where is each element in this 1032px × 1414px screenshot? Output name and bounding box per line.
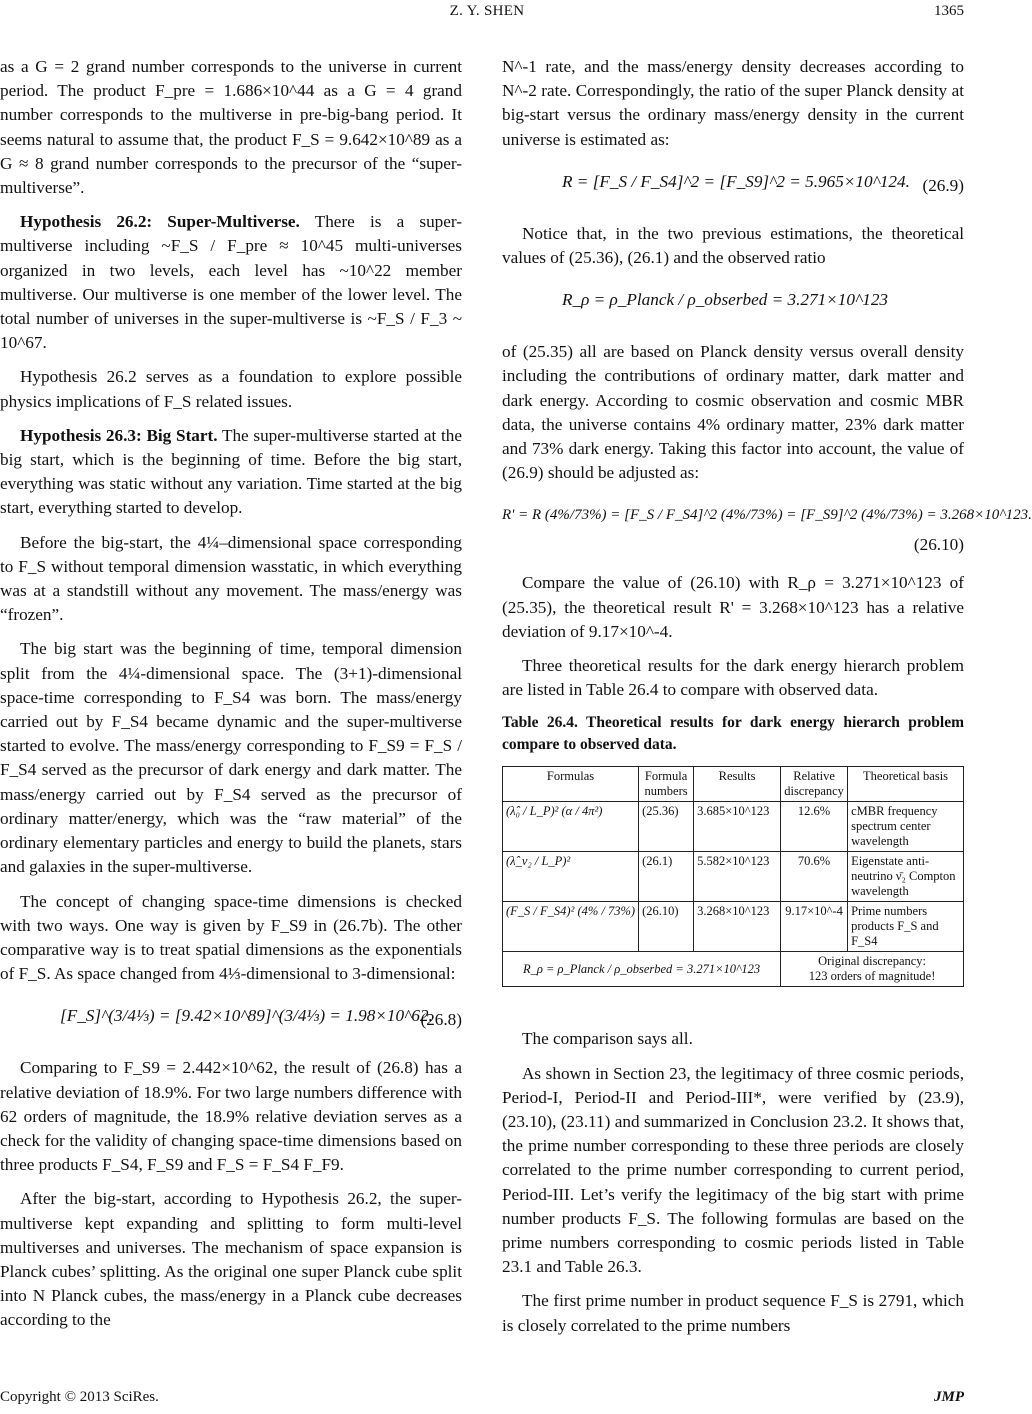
table-cell-number: (26.10)	[639, 902, 694, 952]
table-header-cell: Relative discrepancy	[781, 767, 848, 802]
table-cell-basis: cMBR frequency spectrum center wavelength	[848, 802, 964, 852]
equation-26-9	[502, 162, 964, 210]
equation-26-9-body: R = [F_S / F_S4]^2 = [F_S9]^2 = 5.965×10^124.	[562, 171, 910, 191]
left-column	[0, 55, 462, 1343]
equation-r-rho	[502, 280, 964, 328]
table-cell-formula: (F_S / F_S4)² (4% / 73%)	[503, 902, 639, 952]
equation-26-8-number: (26.8)	[420, 1010, 462, 1030]
table-footer-row	[503, 952, 964, 987]
table-row	[503, 852, 964, 902]
table-cell-discrepancy: 9.17×10^-4	[781, 902, 848, 952]
paragraph-section-23: As shown in Section 23, the legitimacy of three cosmic periods, Period-I, Period-II and Period-III*, were verified by (23.9), (23.10), (23.11) and summarized in Conclusion 23.2. It shows that, the prime number corresponding to these three periods are closely correlated to the prime number corresponding to current period, Period-III. Let’s verify the legitimacy of the big start with prime number products F_S. The following formulas are based on the prime numbers corresponding to cosmic periods listed in Table 23.1 and Table 26.3.	[502, 1063, 964, 1277]
equation-26-8	[0, 996, 462, 1044]
running-header-author: Z. Y. SHEN	[449, 3, 525, 19]
table-cell-discrepancy: 12.6%	[781, 802, 848, 852]
hypothesis-26-2-label: Hypothesis 26.2: Super-Multiverse.	[20, 212, 300, 232]
copyright-footer: Copyright © 2013 SciRes.	[0, 1389, 159, 1405]
table-footer-note-line-1: Original discrepancy:	[818, 954, 927, 969]
paragraph-foundation: Hypothesis 26.2 serves as a foundation to explore possible physics implications of F_S related issues.	[0, 367, 462, 411]
table-row	[503, 902, 964, 952]
table-cell-number: (26.1)	[639, 852, 694, 902]
table-header-row	[503, 767, 964, 802]
paragraph-comparing: Comparing to F_S9 = 2.442×10^62, the result of (26.8) has a relative deviation of 18.9%. For two large numbers difference with 62 orders of magnitude, the 18.9% relative deviation serves as a check for the validity of changing space-time dimensions based on three products F_S4, F_S9 and F_S = F_S4 F_F9.	[0, 1058, 462, 1175]
results-table	[502, 766, 964, 987]
table-row	[503, 802, 964, 852]
paragraph-grand-numbers: as a G = 2 grand number corresponds to the universe in current period. The product F_pre = 1.686×10^44 as a G = 4 grand number corresponds to the multiverse in pre-big-bang period. It seems natural to assume that, the product F_S = 9.642×10^89 as a G ≈ 8 grand number corresponds to the precursor of the “super-multiverse”.	[0, 57, 462, 198]
hypothesis-26-3-label: Hypothesis 26.3: Big Start.	[20, 425, 218, 445]
table-header-cell: Formulas	[503, 767, 639, 802]
equation-26-9-number: (26.9)	[922, 175, 964, 195]
paragraph-first-prime: The first prime number in product sequence F_S is 2791, which is closely correlated to the prime numbers	[502, 1291, 964, 1335]
hypothesis-26-2-text: There is a super-multiverse including ~F_S / F_pre ≈ 10^45 multi-universes organized in two levels, each level has ~10^22 member multiverse. Our multiverse is one member of the lower level. The total number of universes in the super-multiverse is ~F_S / F_3 ~ 10^67.	[0, 212, 462, 353]
paragraph-big-start: The big start was the beginning of time, temporal dimension split from the 4¼-dimensional space. The (3+1)-dimensional space-time corresponding to F_S4 was born. The mass/energy carried out by F_S4 became dynamic and the super-multiverse started to evolve. The mass/energy corresponding to F_S9 = F_S / F_S4 served as the precursor of dark energy and dark matter. The mass/energy carried out by F_S4 served as the precursor of ordinary matter/energy, which was the “raw material” of the ordinary elementary particles and energy to build the planets, stars and galaxies in the super-multiverse.	[0, 639, 462, 877]
paragraph-comparison-says: The comparison says all.	[522, 1029, 693, 1049]
right-column	[502, 55, 1032, 1348]
table-cell-basis: Prime numbers products F_S and F_S4	[848, 902, 964, 952]
paragraph-rate: N^-1 rate, and the mass/energy density decreases according to N^-2 rate. Correspondingly, the ratio of the super Planck density at big-start versus the ordinary mass/energy density in the current universe is estimated as:	[502, 57, 964, 149]
equation-26-10	[502, 495, 1032, 559]
journal-name: JMP	[934, 1389, 964, 1405]
hypothesis-26-2	[0, 210, 462, 355]
table-cell-formula: (λ̂_ν₂ / L_P)²	[503, 852, 639, 902]
table-cell-number: (25.36)	[639, 802, 694, 852]
table-cell-result: 3.685×10^123	[694, 802, 781, 852]
table-header-cell: Theoretical basis	[848, 767, 964, 802]
hypothesis-26-3-text: The super-multiverse started at the big start, which is the beginning of time. Before the big start, everything was static without any variation. Time started at the big start, everything started to develop.	[0, 425, 462, 518]
table-cell-discrepancy: 70.6%	[781, 852, 848, 902]
table-cell-result: 5.582×10^123	[694, 852, 781, 902]
paragraph-notice: Notice that, in the two previous estimations, the theoretical values of (25.36), (26.1) and the observed ratio	[502, 223, 964, 268]
table-footer-note	[781, 952, 964, 987]
hypothesis-26-3	[0, 424, 462, 521]
table-cell-result: 3.268×10^123	[694, 902, 781, 952]
paragraph-of-25-35: of (25.35) all are based on Planck density versus overall density including the contributions of ordinary matter, dark matter and dark energy. According to cosmic observation and cosmic MBR data, the universe contains 4% ordinary matter, 23% dark matter and 73% dark energy. Taking this factor into account, the value of (26.9) should be adjusted as:	[502, 342, 964, 483]
table-title: Table 26.4. Theoretical results for dark energy hierarch problem compare to observed data.	[502, 714, 964, 754]
paragraph-after-big-start: After the big-start, according to Hypothesis 26.2, the super-multiverse kept expanding and splitting to form multi-level multiverses and universes. The mechanism of space expansion is Planck cubes’ splitting. As the original one super Planck cube split into N Planck cubes, the mass/energy in a Planck cube decreases according to the	[0, 1189, 462, 1330]
table-header-cell: Formula numbers	[639, 767, 694, 802]
table-cell-basis: Eigenstate anti-neutrino ν̄₂ Compton wavelength	[848, 852, 964, 902]
table-header-cell: Results	[694, 767, 781, 802]
equation-26-10-number: (26.10)	[913, 535, 964, 555]
equation-26-8-body: [F_S]^(3/4⅓) = [9.42×10^89]^(3/4⅓) = 1.98×10^62.	[60, 1006, 433, 1026]
page-number: 1365	[934, 3, 964, 19]
table-footer-formula: R_ρ = ρ_Planck / ρ_obserbed = 3.271×10^123	[503, 952, 781, 987]
table-cell-formula: (λ̂₀ / L_P)² (α / 4π²)	[503, 802, 639, 852]
equation-r-rho-body: R_ρ = ρ_Planck / ρ_obserbed = 3.271×10^123	[562, 290, 889, 310]
paragraph-concept: The concept of changing space-time dimensions is checked with two ways. One way is given by F_S9 in (26.7b). The other comparative way is to treat spatial dimensions as the exponentials of F_S. As space changed from 4⅓-dimensional to 3-dimensional:	[0, 891, 462, 984]
equation-26-10-body: R' = R (4%/73%) = [F_S / F_S4]^2 (4%/73%) = [F_S9]^2 (4%/73%) = 3.268×10^123.	[502, 507, 1032, 524]
paragraph-compare-value: Compare the value of (26.10) with R_ρ = 3.271×10^123 of (25.35), the theoretical result R' = 3.268×10^123 has a relative deviation of 9.17×10^-4.	[502, 573, 964, 641]
paragraph-before-big-start: Before the big-start, the 4¼–dimensional space corresponding to F_S without temporal dimension wasstatic, in which everything was at a standstill without any movement. The mass/energy was “frozen”.	[0, 532, 462, 625]
paragraph-three-results: Three theoretical results for the dark energy hierarch problem are listed in Table 26.4 to compare with observed data.	[502, 656, 964, 700]
table-footer-note-line-2: 123 orders of magnitude!	[808, 969, 936, 984]
